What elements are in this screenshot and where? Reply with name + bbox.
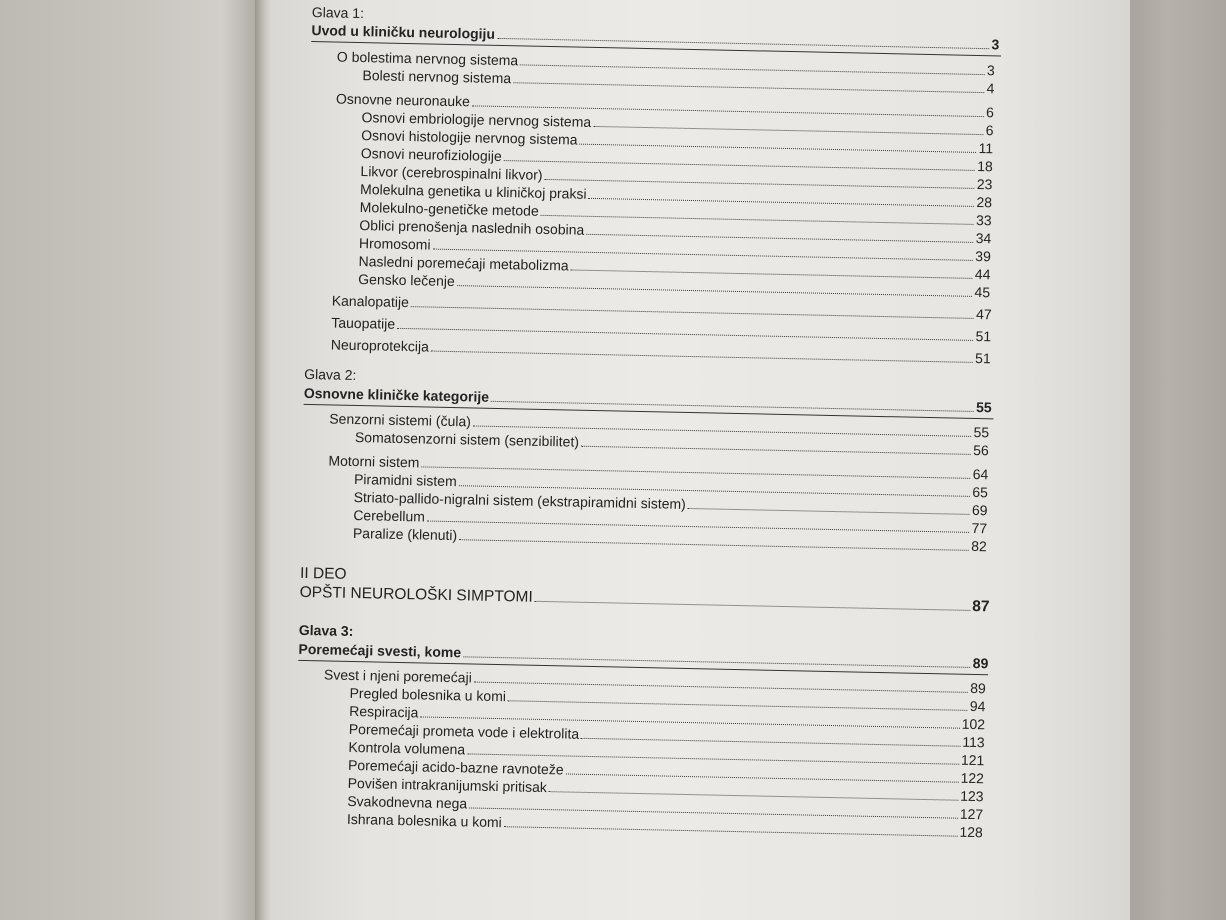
toc-entry-page: 123	[960, 787, 984, 805]
toc-entry-page: 113	[962, 733, 985, 751]
part-2-title: OPŠTI NEUROLOŠKI SIMPTOMI	[299, 583, 533, 606]
toc-entry-text: Osnovne neuronauke	[335, 90, 471, 110]
toc-entry-text: Oblici prenošenja naslednih osobina	[359, 217, 585, 238]
toc-entry-text: Osnovi embriologije nervnog sistema	[361, 109, 592, 130]
toc-entry-page: 6	[985, 104, 995, 121]
toc-entry-page: 128	[959, 823, 983, 841]
toc-entry-text: Osnovi neurofiziologije	[360, 145, 502, 165]
toc-entry-page: 44	[974, 265, 991, 283]
toc-entry-text: Hromosomi	[358, 235, 431, 253]
toc-entry-page: 127	[959, 805, 984, 823]
toc-entry-text: Kanalopatije	[331, 292, 410, 311]
chapter-2-page: 55	[975, 398, 992, 416]
toc-entry-text: Osnovi histologije nervnog sistema	[361, 127, 578, 148]
toc-entry-text: Ishrana bolesnika u komi	[346, 810, 502, 831]
dot-leader	[431, 351, 973, 363]
toc-entry-text: Povišen intrakranijumski pritisak	[347, 774, 548, 796]
toc-entry-page: 122	[960, 769, 985, 787]
toc-entry-text: Striato-pallido-nigralni sistem (ekstrapiramidni sistem)	[353, 488, 686, 512]
toc-entry-text: Bolesti nervnog sistema	[362, 67, 512, 87]
left-page	[0, 0, 262, 920]
toc-entry-page: 51	[975, 327, 992, 345]
toc-entry-text: Senzorni sistemi (čula)	[329, 410, 472, 430]
toc-entry-page: 23	[976, 175, 993, 193]
chapter-1-page: 3	[991, 36, 1000, 53]
chapter-1-title: Uvod u kliničku neurologiju	[311, 21, 496, 42]
dot-leader	[688, 508, 970, 515]
toc-entry-page: 34	[975, 229, 992, 247]
toc-entry-text: Svakodnevna nega	[347, 792, 468, 812]
toc-entry-text: Poremećaji prometa vode i elektrolita	[348, 720, 580, 742]
toc-entry-text: Molekulno-genetičke metode	[359, 199, 539, 219]
toc-entry-text: Piramidni sistem	[353, 470, 457, 490]
chapter-2-title: Osnovne kliničke kategorije	[303, 384, 490, 405]
dot-leader	[535, 601, 971, 611]
toc-entry-text: Paralize (klenuti)	[352, 524, 458, 544]
toc-entry-page: 6	[985, 122, 994, 139]
toc-entry-text: Gensko lečenje	[358, 271, 455, 290]
dot-leader	[457, 285, 973, 297]
toc-entry-page: 11	[978, 139, 994, 157]
chapter-3-label: Glava 3:	[298, 621, 354, 640]
toc-entry-text: Likvor (cerebrospinalni likvor)	[360, 163, 543, 183]
toc-entry-page: 45	[974, 283, 991, 301]
book-spine	[255, 0, 271, 920]
toc-entry-text: O bolestima nervnog sistema	[336, 48, 519, 69]
toc-entry-page: 82	[971, 537, 987, 555]
toc-entry-page: 39	[975, 247, 992, 265]
chapter-1-label: Glava 1:	[311, 4, 365, 22]
toc-entry-text: Motorni sistem	[328, 452, 420, 471]
toc-entry-text: Respiracija	[349, 702, 419, 721]
toc-entry-page: 69	[971, 501, 988, 519]
toc-entry-text: Cerebellum	[353, 506, 426, 525]
chapter-3-title: Poremećaji svesti, kome	[298, 640, 462, 661]
dot-leader	[513, 82, 984, 93]
part-2-title-row	[299, 583, 989, 616]
toc-entry-page: 56	[973, 441, 989, 459]
toc-entry-page: 94	[969, 697, 986, 715]
dot-leader	[581, 446, 971, 455]
part-2-label: II DEO	[299, 564, 347, 583]
toc-entry-page: 77	[971, 519, 988, 537]
toc-entry-page: 51	[974, 349, 991, 367]
dot-leader	[504, 826, 958, 837]
toc-entry-page: 18	[977, 157, 993, 175]
toc-entry-page: 4	[986, 80, 995, 97]
toc-entry-text: Pregled bolesnika u komi	[349, 684, 507, 705]
dot-leader	[459, 539, 969, 551]
toc-entry-text: Kontrola volumena	[348, 738, 466, 758]
toc-entry-page: 33	[975, 211, 992, 229]
table-of-contents	[294, 4, 1072, 900]
chapter-3-page: 89	[972, 654, 989, 672]
dot-leader	[497, 38, 990, 49]
toc-entry-page: 102	[961, 715, 986, 733]
toc-entry-text: Tauopatije	[331, 314, 396, 332]
toc-entry-text: Nasledni poremećaji metabolizma	[358, 253, 569, 274]
toc-entry-text: Neuroprotekcija	[330, 336, 430, 355]
toc-entry-page: 3	[986, 62, 995, 79]
toc-entry-page: 47	[975, 305, 992, 323]
toc-entry-page: 65	[972, 483, 989, 501]
toc-entry-page: 28	[976, 193, 993, 211]
toc-entry-page: 89	[970, 679, 986, 697]
toc-entry-page: 121	[960, 751, 985, 769]
part-2-page: 87	[972, 597, 990, 616]
chapter-2-label: Glava 2:	[304, 365, 357, 384]
toc-entry-page: 64	[972, 465, 989, 483]
toc-entry-page: 55	[973, 423, 990, 441]
table-surface	[1130, 0, 1226, 920]
dot-leader	[463, 656, 971, 668]
toc-entry-text: Somatosenzorni sistem (senzibilitet)	[354, 428, 580, 450]
toc-entry-text: Molekulna genetika u kliničkoj praksi	[359, 181, 587, 202]
toc-entry-text: Svest i njeni poremećaji	[323, 666, 472, 686]
toc-entry-text: Poremećaji acido-bazne ravnoteže	[347, 756, 564, 778]
